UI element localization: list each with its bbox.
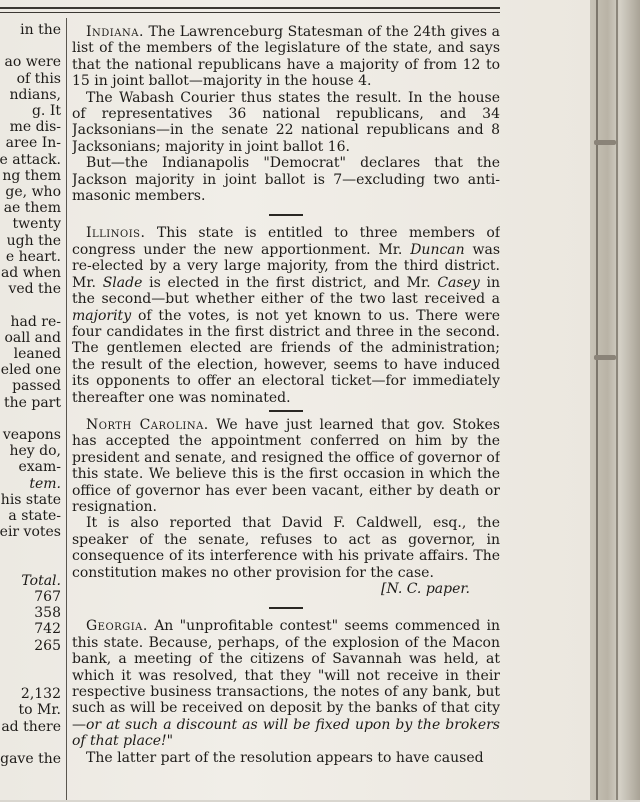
georgia-paragraph-1: Georgia. An "unprofitable contest" seems commenced in this state. Because, perhaps, of the explosion of the Macon bank, a meeting of the citizens of Savannah was held, at which it was resolved, that they "will not receive in their respective business transactions, the notes of any bank, but such as will be received on deposit by the banks of that city—or at such a discount as will be fixed upon by the brokers of that place!" bbox=[72, 618, 500, 750]
top-rule bbox=[0, 7, 500, 9]
left-column-line: eled one bbox=[0, 362, 61, 379]
left-column-line: twenty bbox=[12, 216, 61, 233]
left-column-line: ugh the bbox=[6, 232, 61, 249]
binding-stitch bbox=[594, 355, 616, 360]
left-column-line: hey do, bbox=[9, 443, 61, 460]
left-column-fragment bbox=[0, 22, 63, 802]
left-column-line: 265 bbox=[34, 637, 61, 654]
left-column-line: the part bbox=[3, 394, 61, 411]
left-column-line: in the bbox=[20, 22, 61, 38]
illinois-heading: Illinois. bbox=[86, 225, 146, 242]
georgia-paragraph-2: The latter part of the resolution appears to have caused bbox=[86, 749, 484, 766]
left-column-line: his state bbox=[0, 491, 61, 508]
left-column-line: passed bbox=[12, 378, 61, 395]
left-column-line: e attack. bbox=[0, 151, 61, 168]
north-carolina-paragraph-1: North Carolina. We have just learned that gov. Stokes has accepted the appointment conferred on him by the president and senate, and resigned the office of governor of this state. We believe this is the first occasion in which the office of governor has ever been vacant, either by death or resignation. bbox=[72, 416, 500, 515]
georgia-heading: Georgia. bbox=[86, 618, 148, 635]
left-column-line: 767 bbox=[34, 589, 61, 605]
left-column-line: gave the bbox=[0, 751, 61, 767]
left-column-line: ndians, bbox=[9, 86, 61, 103]
left-column-line: to Mr. bbox=[18, 702, 61, 719]
section-divider bbox=[269, 410, 303, 412]
north-carolina-heading: North Carolina. bbox=[86, 416, 209, 433]
left-column-line: 2,132 bbox=[20, 686, 61, 703]
left-column-line: ad when bbox=[0, 265, 61, 281]
left-column-line: ge, who bbox=[5, 184, 61, 200]
left-column-line: of this bbox=[16, 70, 61, 87]
indiana-paragraph-3: But—the Indianapolis "Democrat" declares that the Jackson majority in joint ballot is 7—excluding two anti-masonic members. bbox=[72, 155, 500, 205]
illinois-paragraph: Illinois. This state is entitled to three members of congress under the new apportionment. Mr. Duncan was re-elected by a very large majority, from the third district. Mr. Slade is elected in the first district, and Mr. Casey in the second—but whether either of the two last received a majority of the votes, is not yet known to us. There were four candidates in the first district and three in the second. The gentlemen elected are friends of the administration; the result of the election, however, seems to have induced its opponents to offer an electoral ticket—for immediately thereafter one was nominated. bbox=[72, 225, 500, 406]
left-column-line: aree In- bbox=[5, 135, 61, 152]
section-divider bbox=[269, 607, 303, 609]
left-column-line: a state- bbox=[8, 508, 61, 524]
main-column bbox=[72, 24, 500, 800]
binding-spine bbox=[590, 0, 640, 800]
left-column-line: exam- bbox=[18, 459, 61, 476]
left-column-line: me dis- bbox=[9, 119, 61, 136]
left-column-line: e heart. bbox=[5, 248, 61, 265]
indiana-paragraph-2: The Wabash Courier thus states the result. In the house of representatives 36 national republicans, and 34 Jacksonians—in the senate 22 national republicans and 8 Jacksonians; majority in joint ballot 16. bbox=[72, 89, 500, 155]
top-rule-thin bbox=[0, 12, 500, 13]
spine-edge bbox=[596, 0, 598, 800]
left-column-line: tem. bbox=[29, 475, 61, 492]
left-column-line: leaned bbox=[13, 346, 61, 362]
north-carolina-paragraph-2: It is also reported that David F. Caldwell, esq., the speaker of the senate, refuses to act as governor, in consequence of its interference with his private affairs. The constitution makes no other provision for the case. bbox=[72, 515, 500, 581]
left-column-line: had re- bbox=[10, 313, 61, 330]
left-column-line: g. It bbox=[31, 103, 61, 119]
left-column-line: 358 bbox=[34, 605, 61, 622]
section-divider bbox=[269, 214, 303, 216]
left-column-line: eir votes bbox=[0, 524, 61, 541]
indiana-paragraph-1: Indiana. The Lawrenceburg Statesman of the 24th gives a list of the members of the legislature of the state, and says that the national republicans have a majority of from 12 to 15 in joint ballot—majority in the house 4. bbox=[72, 24, 500, 90]
left-column-line: ng them bbox=[2, 167, 61, 184]
spine-fold bbox=[616, 0, 618, 800]
source-signature: [N. C. paper. bbox=[381, 581, 470, 597]
left-column-line: Total. bbox=[21, 572, 61, 589]
column-rule bbox=[66, 18, 67, 800]
left-column-line: ae them bbox=[3, 200, 61, 217]
left-column-line: oall and bbox=[4, 329, 61, 346]
left-column-line: veapons bbox=[2, 427, 61, 443]
left-column-line: 742 bbox=[34, 621, 61, 638]
left-column-line: ad there bbox=[1, 718, 61, 735]
indiana-heading: Indiana. bbox=[86, 24, 144, 40]
binding-stitch bbox=[594, 140, 616, 145]
left-column-line: ved the bbox=[8, 281, 61, 298]
left-column-line: ao were bbox=[4, 54, 61, 71]
